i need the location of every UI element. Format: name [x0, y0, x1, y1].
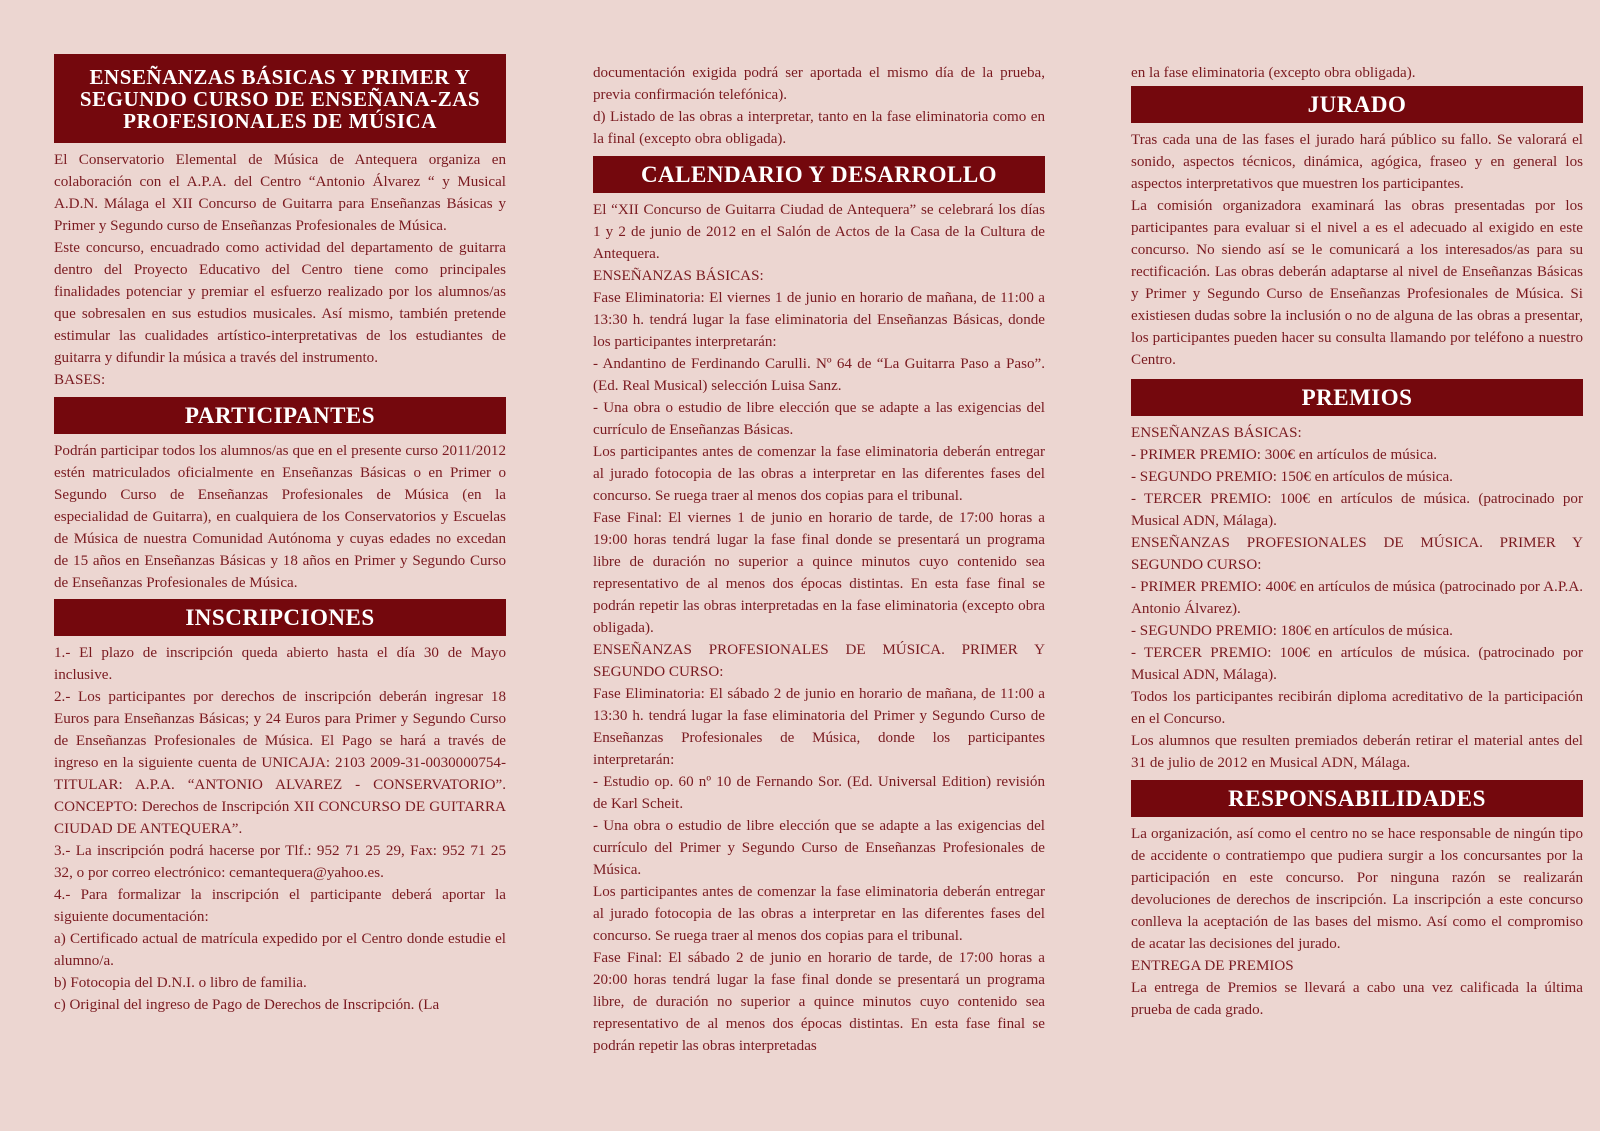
premios-heading: PREMIOS [1131, 379, 1583, 416]
inscripcion-item: 1.- El plazo de inscripción queda abierto hasta el día 30 de Mayo inclusive. [54, 645, 506, 683]
continued-paragraph: en la fase eliminatoria (excepto obra obligada). [1131, 65, 1416, 81]
continued-paragraph: d) Listado de las obras a interpretar, tanto en la fase eliminatoria como en la final (excepto obra obligada). [593, 109, 1045, 147]
inscripcion-item: a) Certificado actual de matrícula expedido por el Centro donde estudie el alumno/a. [54, 931, 506, 969]
calendario-item: Fase Final: El sábado 2 de junio en horario de tarde, de 17:00 horas a 20:00 horas tendrá lugar la fase final donde se presentará un programa libre, de duración no superior a quince minutos cuyo contenido sea representativo de al menos dos épocas distintas. En esta fase final se podrán repetir las obras interpretadas [593, 950, 1045, 1054]
main-title: ENSEÑANZAS BÁSICAS Y PRIMER Y SEGUNDO CURSO DE ENSEÑANA-ZAS PROFESIONALES DE MÚSICA [54, 54, 506, 143]
premio-item: Los alumnos que resulten premiados deberán retirar el material antes del 31 de julio de 2012 en Musical ADN, Málaga. [1131, 733, 1583, 771]
calendario-item: - Andantino de Ferdinando Carulli. Nº 64 de “La Guitarra Paso a Paso”. (Ed. Real Musical) selección Luisa Sanz. [593, 356, 1045, 394]
jurado-paragraph: Tras cada una de las fases el jurado hará público su fallo. Se valorará el sonido, aspectos técnicos, dinámica, agógica, fraseo y en general los aspectos interpretativos que muestren los participantes. [1131, 132, 1583, 192]
calendario-item: Fase Eliminatoria: El sábado 2 de junio en horario de mañana, de 11:00 a 13:30 h. tendrá lugar la fase eliminatoria del Primer y Segundo Curso de Enseñanzas Profesionales de Música, donde los participantes interpretarán: [593, 686, 1045, 768]
inscripcion-item: 3.- La inscripción podrá hacerse por Tlf.: 952 71 25 29, Fax: 952 71 25 32, o por correo electrónico: cemantequera@yahoo.es. [54, 843, 506, 881]
continued-paragraph: documentación exigida podrá ser aportada el mismo día de la prueba, previa confirmación telefónica). [593, 65, 1045, 103]
jurado-heading: JURADO [1131, 86, 1583, 123]
calendario-item: Fase Eliminatoria: El viernes 1 de junio en horario de mañana, de 11:00 a 13:30 h. tendrá lugar la fase eliminatoria del Enseñanzas Básicas, donde los participantes interpretarán: [593, 290, 1045, 350]
premio-item: - SEGUNDO PREMIO: 150€ en artículos de música. [1131, 469, 1453, 485]
premio-item: - TERCER PREMIO: 100€ en artículos de música. (patrocinado por Musical ADN, Málaga). [1131, 491, 1583, 529]
inscripcion-item: b) Fotocopia del D.N.I. o libro de familia. [54, 975, 307, 991]
premio-item: - SEGUNDO PREMIO: 180€ en artículos de música. [1131, 623, 1453, 639]
premio-item: ENSEÑANZAS BÁSICAS: [1131, 425, 1302, 441]
responsabilidades-paragraph: La organización, así como el centro no se hace responsable de ningún tipo de accidente o contratiempo que pudiera surgir a los concursantes por la participación en este concurso. Por ninguna razón se realizarán devoluciones de derechos de inscripción. La inscripción a este concurso conlleva la aceptación de las bases del mismo. Así como el compromiso de acatar las decisiones del jurado. [1131, 826, 1583, 952]
participantes-text: Podrán participar todos los alumnos/as que en el presente curso 2011/2012 estén matriculados oficialmente en Enseñanzas Básicas o en Primer o Segundo Curso de Enseñanzas Profesionales de Música (en la especialidad de Guitarra), en cualquiera de los Conservatorios y Escuelas de Música de nuestra Comunidad Autónoma y cuyas edades no excedan de 15 años en Enseñanzas Básicas y 18 años en Primer y Segundo Curso de Enseñanzas Profesionales de Música. [54, 443, 506, 591]
inscripciones-heading: INSCRIPCIONES [54, 599, 506, 636]
calendario-item: Los participantes antes de comenzar la fase eliminatoria deberán entregar al jurado fotocopia de las obras a interpretar en las diferentes fases del concurso. Se ruega traer al menos dos copias para el tribunal. [593, 444, 1045, 504]
inscripcion-item: c) Original del ingreso de Pago de Derechos de Inscripción. (La [54, 997, 440, 1013]
calendario-item: ENSEÑANZAS PROFESIONALES DE MÚSICA. PRIMER Y SEGUNDO CURSO: [593, 642, 1045, 680]
calendario-item: El “XII Concurso de Guitarra Ciudad de Antequera” se celebrará los días 1 y 2 de junio de 2012 en el Salón de Actos de la Casa de la Cultura de Antequera. [593, 202, 1045, 262]
entrega-premios-text: La entrega de Premios se llevará a cabo una vez calificada la última prueba de cada grado. [1131, 980, 1583, 1018]
calendario-item: Los participantes antes de comenzar la fase eliminatoria deberán entregar al jurado fotocopia de las obras a interpretar en las diferentes fases del concurso. Se ruega traer al menos dos copias para el tribunal. [593, 884, 1045, 944]
inscripcion-item: 4.- Para formalizar la inscripción el participante deberá aportar la siguiente documentación: [54, 887, 506, 925]
participantes-heading: PARTICIPANTES [54, 397, 506, 434]
calendario-item: ENSEÑANZAS BÁSICAS: [593, 268, 764, 284]
jurado-paragraph: La comisión organizadora examinará las obras presentadas por los participantes para evaluar si el nivel a es el adecuado al exigido en este concurso. No siendo así se le comunicará a los interesados/as para su rectificación. Las obras deberán adaptarse al nivel de Enseñanzas Básicas y Primer y Segundo Curso de Enseñanzas Profesionales de Música. Si existiesen dudas sobre la inclusión o no de alguna de las obras a presentar, los participantes pueden hacer su consulta llamando por teléfono a nuestro Centro. [1131, 198, 1583, 368]
column-right [1131, 0, 1583, 1021]
premio-item: - TERCER PREMIO: 100€ en artículos de música. (patrocinado por Musical ADN, Málaga). [1131, 645, 1583, 683]
inscripcion-item: 2.- Los participantes por derechos de inscripción deberán ingresar 18 Euros para Enseñanzas Básicas; y 24 Euros para Primer y Segundo Curso de Enseñanzas Profesionales de Música. El Pago se hará a través de ingreso en la siguiente cuenta de UNICAJA: 2103 2009-31-0030000754-TITULAR: A.P.A. “ANTONIO ALVAREZ - CONSERVATORIO”. CONCEPTO: Derechos de Inscripción XII CONCURSO DE GUITARRA CIUDAD DE ANTEQUERA”. [54, 689, 506, 837]
entrega-premios-label: ENTREGA DE PREMIOS [1131, 958, 1294, 974]
intro-paragraph-2: Este concurso, encuadrado como actividad del departamento de guitarra dentro del Proyecto Educativo del Centro tiene como principales finalidades potenciar y premiar el esfuerzo realizado por los alumnos/as que sobresalen en sus estudios musicales. Así mismo, también pretende estimular las cualidades artístico-interpretativas de los estudiantes de guitarra y difundir la música a través del instrumento. [54, 240, 506, 366]
premio-item: ENSEÑANZAS PROFESIONALES DE MÚSICA. PRIMER Y SEGUNDO CURSO: [1131, 535, 1583, 573]
calendario-heading: CALENDARIO Y DESARROLLO [593, 156, 1045, 193]
bases-label: BASES: [54, 372, 106, 388]
column-left [54, 0, 506, 1016]
premio-item: - PRIMER PREMIO: 400€ en artículos de música (patrocinado por A.P.A. Antonio Álvarez). [1131, 579, 1583, 617]
column-middle [593, 0, 1045, 1057]
calendario-item: - Una obra o estudio de libre elección que se adapte a las exigencias del currículo de Enseñanzas Básicas. [593, 400, 1045, 438]
responsabilidades-heading: RESPONSABILIDADES [1131, 780, 1583, 817]
calendario-item: Fase Final: El viernes 1 de junio en horario de tarde, de 17:00 horas a 19:00 horas tendrá lugar la fase final donde se presentará un programa libre de duración no superior a quince minutos cuyo contenido sea representativo de al menos dos épocas distintas. En esta fase final se podrán repetir las obras interpretadas en la fase eliminatoria (excepto obra obligada). [593, 510, 1045, 636]
premio-item: - PRIMER PREMIO: 300€ en artículos de música. [1131, 447, 1438, 463]
intro-paragraph-1: El Conservatorio Elemental de Música de Antequera organiza en colaboración con el A.P.A. del Centro “Antonio Álvarez “ y Musical A.D.N. Málaga el XII Concurso de Guitarra para Enseñanzas Básicas y Primer y Segundo curso de Enseñanzas Profesionales de Música. [54, 152, 506, 234]
premio-item: Todos los participantes recibirán diploma acreditativo de la participación en el Concurso. [1131, 689, 1583, 727]
calendario-item: - Estudio op. 60 nº 10 de Fernando Sor. (Ed. Universal Edition) revisión de Karl Scheit. [593, 774, 1045, 812]
calendario-item: - Una obra o estudio de libre elección que se adapte a las exigencias del currículo del Primer y Segundo Curso de Enseñanzas Profesionales de Música. [593, 818, 1045, 878]
